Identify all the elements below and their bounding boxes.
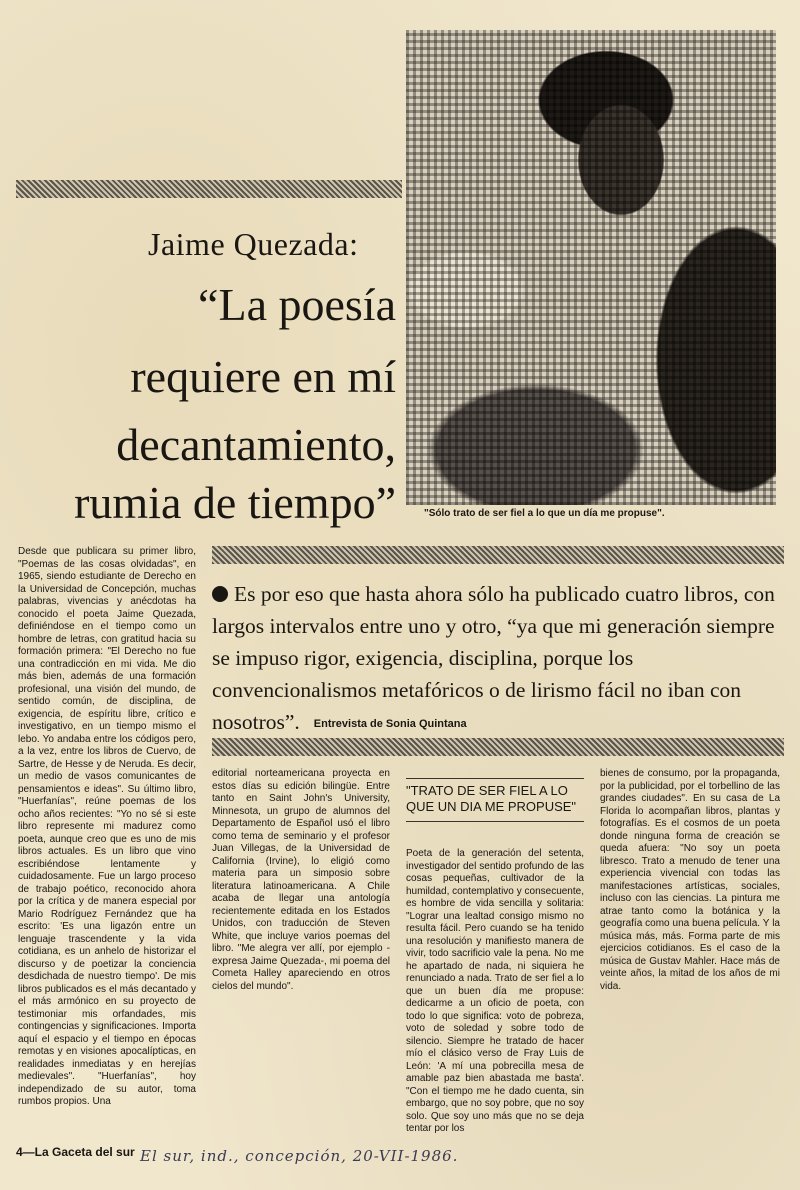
page-footer: 4—La Gaceta del sur xyxy=(16,1145,135,1159)
headline-line-3: decantamiento, xyxy=(116,419,396,470)
photo-caption: "Sólo trato de ser fiel a lo que un día me propuse". xyxy=(424,508,665,519)
column-1: Desde que publicara su primer libro, "Poemas de las cosas olvidadas", en 1965, siendo estudiante de Derecho en la Universidad de Concepción, muchas palabras, vivencias y anécdotas ha conocido el poeta Jaime Quezada, definiéndose en el tiempo como un hombre de letras, con gratitud hacia su formación primera: "El Derecho no fue una contradicción en mi vida. Me dio más bien, además de una formación profesional, una visión del mundo, de sentido común, de disciplina, de exigencia, de espíritu libre, crítico e investigativo, en un tiempo mismo el lebo. Yo andaba entre los códigos pero, a la vez, entre los libros de Cuervo, de Sartre, de Hesse y de Neruda. Es decir, un medio de vasos comunicantes de pensamientos e ideas". Su último libro, "Huerfanías", reúne poemas de los ocho años recientes: "Yo no sé si este libro represente mi madurez como poeta, aunque creo que es uno de mis libros actuales. Es un libro que vino escribiéndose lentamente y cuidadosamente. Fue un largo proceso de trabajo poético, reconocido ahora por la crítica y de manera especial por Mario Rodríguez Fernández que ha escrito: 'Es una ligazón entre un lenguaje trascendente y la vida cotidiana, es un anhelo de historizar el discurso y de poetizar la conciencia desdichada de nuestro tiempo'. De mis libros publicados es el más decantado y el más armónico en su proyecto de testimoniar mis orfandades, mis contingencias y significaciones. Importa aquí el espacio y el tiempo en épocas remotas y en visiones apocalípticas, en realidades inmediatas y en herejías medievales". "Huerfanías", hoy independizado de su autor, toma rumbos propios. Una xyxy=(18,546,196,1107)
bullet-icon xyxy=(212,586,228,602)
column-4: bienes de consumo, por la propaganda, por la publicidad, por el torbellino de las grandes ciudades". En su casa de La Florida lo acompañan libros, plantas y fotografías. Es el cosmos de un poeta donde ninguna forma de creación se queda afuera: "No soy un poeta libresco. Trato a menudo de tener una experiencia vivencial con todas las manifestaciones artísticas, sociales, incluso con las ciencias. La pintura me atrae tanto como la botánica y la geografía como una buena película. Y la música más, más. Forma parte de mis ejercicios cotidianos. Es el caso de la música de Gustav Mahler. Hace más de veinte años, la mitad de los años de mi vida. xyxy=(600,768,780,992)
handwritten-note: El sur, ind., concepción, 20-VII-1986. xyxy=(140,1147,459,1165)
lead-bottom-rule xyxy=(212,738,784,756)
lead-paragraph xyxy=(212,578,787,740)
column-3: Poeta de la generación del setenta, investigador del sentido profundo de las cosas pequeñas, cultivador de la humildad, contemplativo y consecuente, es hombre de vida sencilla y solitaria: "Lograr una lealtad consigo mismo no resulta fácil. Pero cuando se ha tenido una resolución y manifiesto manera de vivir, todo sacrificio vale la pena. No me he apartado de nada, ni siquiera he renunciado a nada. Trato de ser fiel a lo que un buen día me propuse: dedicarme a un oficio de poeta, con todo lo que significa: voto de pobreza, voto de soledad y sobre todo de silencio. Siempre he tratado de hacer mío el clásico verso de Fray Luis de León: 'A mí una pobrecilla mesa de amable paz bien abastada me basta'. "Con el tiempo me he dado cuenta, sin embargo, que no soy pobre, que no soy solo. Que soy uno más que no se deja tentar por los xyxy=(406,848,584,1134)
top-rule xyxy=(16,180,402,198)
byline: Entrevista de Sonia Quintana xyxy=(313,718,467,730)
lead-top-rule xyxy=(212,546,784,564)
pull-quote: "TRATO DE SER FIEL A LO QUE UN DIA ME PROPUSE" xyxy=(406,778,584,822)
lead-text: Es por eso que hasta ahora sólo ha publicado cuatro libros, con largos intervalos entre uno y otro, “ya que mi generación siempre se impuso rigor, exigencia, disciplina, porque los convencionalismos metafóricos o de lirismo fácil no iban con nosotros”. xyxy=(212,582,775,734)
headline-line-4: rumia de tiempo” xyxy=(74,477,396,528)
headline-line-1: “La poesía xyxy=(198,279,396,330)
column-2: editorial norteamericana proyecta en estos días su edición bilingüe. Entre tanto en Saint John's University, Minnesota, un grupo de alumnos del Departamento de Español usó el libro como tema de seminario y el profesor Juan Villegas, de la Universidad de California (Irvine), lo eligió como materia para un simposio sobre literatura latinoamericana. A Chile acaba de llegar una antología recientemente editada en los Estados Unidos, con traducción de Steven White, que incluye varios poemas del libro. "Me alegra ver allí, por ejemplo -expresa Jaime Quezada-, mi poema del Cometa Halley apareciendo en otros cielos del mundo". xyxy=(212,768,390,992)
portrait-photo xyxy=(406,30,776,505)
article-name: Jaime Quezada: xyxy=(148,226,359,262)
headline-line-2: requiere en mí xyxy=(130,351,396,402)
